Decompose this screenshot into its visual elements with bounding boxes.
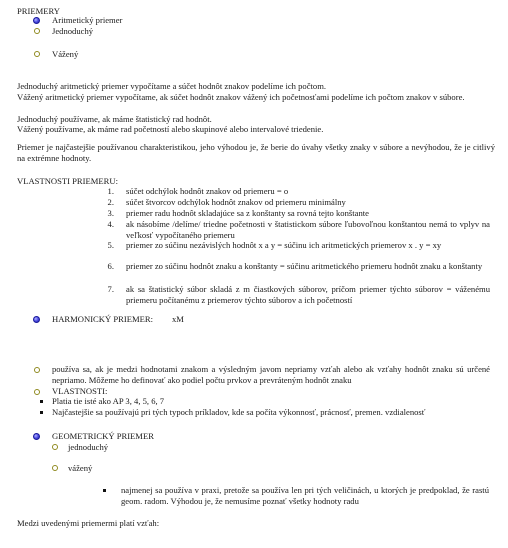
list-number: 3.	[107, 208, 114, 218]
property-item: priemer zo súčinu nezávislých hodnôt x a y = súčinu ich aritmetických priemerov x . y = xy	[126, 240, 442, 250]
ring-bullet-icon	[52, 444, 58, 450]
footer-text: Medzi uvedenými priemermi platí vzťah:	[17, 518, 160, 528]
list-number: 5.	[107, 240, 114, 250]
property-item: ak násobíme /delíme/ triedne početnosti v štatistickom súbore ľubovoľnou konštantou nemá to vplyv na veľkosť vypočítaného priemeru	[126, 219, 490, 240]
ring-bullet-icon	[34, 28, 40, 34]
geometric-item: vážený	[68, 463, 93, 473]
harmonic-description: používa sa, ak je medzi hodnotami znakom a výsledným javom nepriamy vzťah alebo ak vzťahy hodnôt znaku sú určené nepriamo. Môžeme ho definovať ako podiel počtu prvkov a prevráteným hodnôt znaku	[52, 364, 490, 385]
bullet-icon	[33, 433, 40, 440]
list-number: 4.	[107, 219, 114, 229]
property-item: súčet odchýlok hodnôt znakov od priemeru = o	[126, 186, 289, 196]
ring-bullet-icon	[34, 389, 40, 395]
harmonic-prop: Najčastejšie sa používajú pri tých typoch príkladov, kde sa počíta výkonnosť, prácnosť, premen. vzdialenosť	[52, 407, 426, 417]
bullet-icon	[33, 17, 40, 24]
list-number: 1.	[107, 186, 114, 196]
harmonic-symbol: xM	[172, 314, 184, 324]
paragraph-line: Jednoduchý používame, ak máme štatistický rad hodnôt.	[17, 114, 212, 124]
list-item-vazeny: Vážený	[52, 49, 79, 59]
paragraph-line: Vážený používame, ak máme rad početností alebo skupinové alebo intervalové triedenie.	[17, 124, 324, 134]
section-heading: VLASTNOSTI PRIEMERU:	[17, 176, 118, 186]
harmonic-heading: HARMONICKÝ PRIEMER:	[52, 314, 153, 324]
square-bullet-icon	[40, 411, 43, 414]
harmonic-prop: Platia tie isté ako AP 3, 4, 5, 6, 7	[52, 396, 165, 406]
property-item: súčet štvorcov odchýlok hodnôt znakov od priemeru minimálny	[126, 197, 346, 207]
property-item: priemer zo súčinu hodnôt znaku a konštanty = súčinu aritmetického priemeru hodnôt znaku a konštanty	[126, 261, 483, 271]
square-bullet-icon	[40, 400, 43, 403]
paragraph-line: Jednoduchý aritmetický priemer vypočítame a súčet hodnôt znakov podelíme ich počtom.	[17, 81, 327, 91]
bullet-icon	[33, 316, 40, 323]
ring-bullet-icon	[52, 465, 58, 471]
paragraph: Priemer je najčastejšie používanou charakteristikou, jeho výhodou je, že berie do úvahy všetky znaky v súbore a nevýhodou, že je citlivý na extrémne hodnoty.	[17, 142, 495, 163]
list-number: 7.	[107, 284, 114, 294]
paragraph-line: Vážený aritmetický priemer vypočítame, ak súčet hodnôt znakov vážený ich početnosťami podelíme ich počtom znakov v súbore.	[17, 92, 465, 102]
page-title: PRIEMERY	[17, 6, 60, 16]
property-item: priemer radu hodnôt skladajúce sa z konštanty sa rovná tejto konštante	[126, 208, 369, 218]
list-number: 2.	[107, 197, 114, 207]
geometric-item: jednoduchý	[68, 442, 109, 452]
list-item-aritmeticky: Aritmetický priemer	[52, 15, 123, 25]
harmonic-props-heading: VLASTNOSTI:	[52, 386, 108, 396]
list-number: 6.	[107, 261, 114, 271]
property-item: ak sa štatistický súbor skladá z m čiastkových súborov, príčom priemer týchto súborov = váženému priemeru počítanému z priemerov týchto súborov a ich početností	[126, 284, 490, 305]
geometric-heading: GEOMETRICKÝ PRIEMER	[52, 431, 154, 441]
ring-bullet-icon	[34, 367, 40, 373]
geometric-description: najmenej sa používa v praxi, pretože sa používa len pri tých veličinách, u ktorých je predpoklad, že rastú geom. radom. Výhodou je, že nemusíme poznať všetky hodnoty radu	[121, 485, 489, 506]
ring-bullet-icon	[34, 51, 40, 57]
square-bullet-icon	[103, 489, 106, 492]
list-item-jednoduchy: Jednoduchý	[52, 26, 94, 36]
